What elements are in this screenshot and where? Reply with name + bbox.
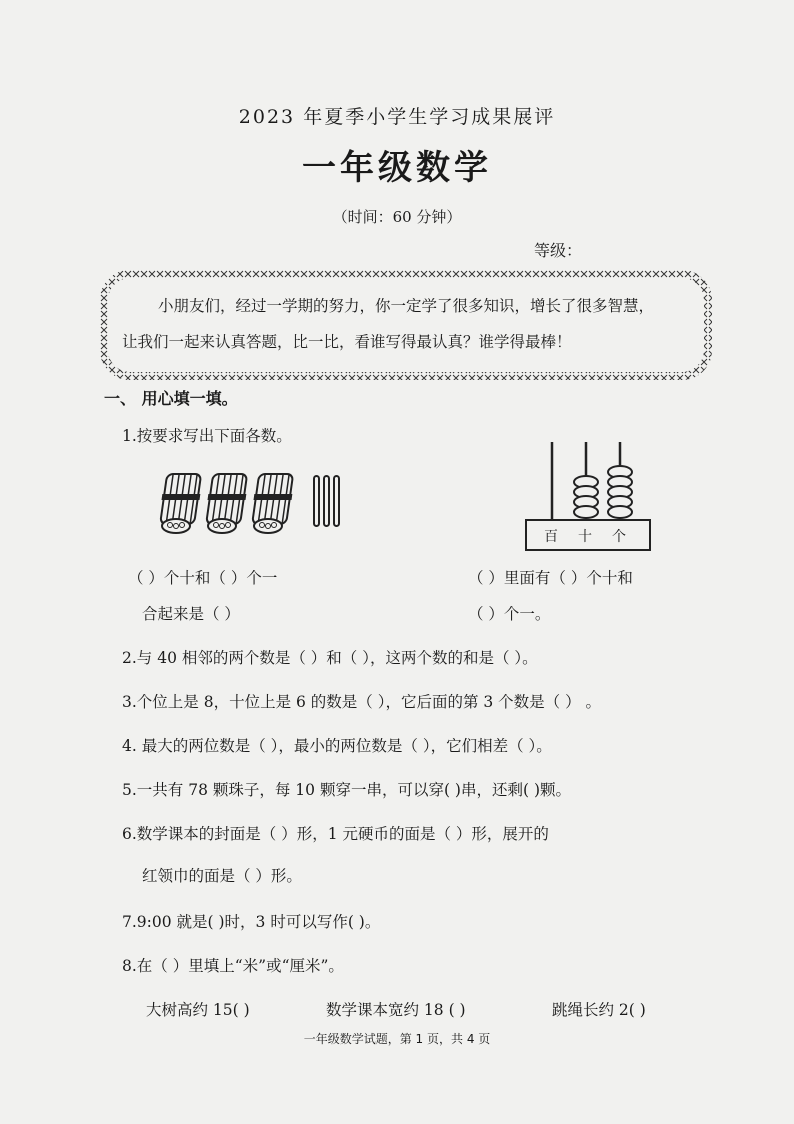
section-1-title: 一、 用心填一填。 [104, 389, 238, 408]
exam-subtitle: 2023 年夏季小学生学习成果展评 [238, 106, 556, 128]
q1-left-line-2: 合起来是（ ） [142, 605, 240, 623]
bundle-of-ten [158, 474, 203, 533]
q8-item-book-width: 数学课本宽约 18 ( ) [326, 1001, 466, 1019]
question-7: 7.9:00 就是( )时，3 时可以写作( )。 [122, 913, 381, 931]
q1-right-line-2: （ ）个一。 [468, 605, 551, 623]
question-4: 4. 最大的两位数是（ ），最小的两位数是（ ），它们相差（ ）。 [122, 737, 552, 755]
question-6-line-2: 红领巾的面是（ ）形。 [142, 867, 302, 885]
single-sticks [314, 476, 339, 526]
q1-right-line-1: （ ）里面有（ ）个十和 [468, 569, 633, 587]
page-footer: 一年级数学试题，第 1 页，共 4 页 [303, 1032, 491, 1046]
exam-time: （时间：60 分钟） [332, 208, 462, 226]
abacus-illustration [524, 438, 654, 554]
notice-border [100, 270, 712, 380]
ones-beads [608, 466, 632, 518]
question-2: 2.与 40 相邻的两个数是（ ）和（ ），这两个数的和是（ ）。 [122, 649, 538, 667]
abacus-label-hundreds: 百 [544, 529, 558, 545]
notice-box [100, 270, 712, 380]
q8-item-rope-length: 跳绳长约 2( ) [552, 1001, 646, 1019]
question-6-line-1: 6.数学课本的封面是（ ）形，1 元硬币的面是（ ）形，展开的 [122, 825, 549, 843]
stick-bundles-illustration [156, 468, 356, 534]
bundle-of-ten [204, 474, 249, 533]
q1-title: 1.按要求写出下面各数。 [122, 427, 292, 445]
grade-label: 等级： [534, 241, 583, 260]
question-3: 3.个位上是 8，十位上是 6 的数是（ ），它后面的第 3 个数是（ ） 。 [122, 693, 602, 711]
bundle-of-ten [250, 474, 295, 533]
question-8-title: 8.在（ ）里填上“米”或“厘米”。 [122, 957, 344, 975]
notice-line-1: 小朋友们，经过一学期的努力，你一定学了很多知识，增长了很多智慧， [158, 297, 655, 315]
q1-left-line-1: （ ）个十和（ ）个一 [128, 569, 278, 587]
notice-line-2: 让我们一起来认真答题，比一比，看谁写得最认真？谁学得最棒！ [122, 333, 572, 351]
tens-beads [574, 476, 598, 518]
abacus-label-tens: 十 [578, 529, 592, 545]
exam-title: 一年级数学 [302, 148, 492, 188]
question-5: 5.一共有 78 颗珠子，每 10 颗穿一串，可以穿( )串，还剩( )颗。 [122, 781, 571, 799]
abacus-label-ones: 个 [612, 529, 626, 545]
q8-item-tree-height: 大树高约 15( ) [146, 1001, 250, 1019]
